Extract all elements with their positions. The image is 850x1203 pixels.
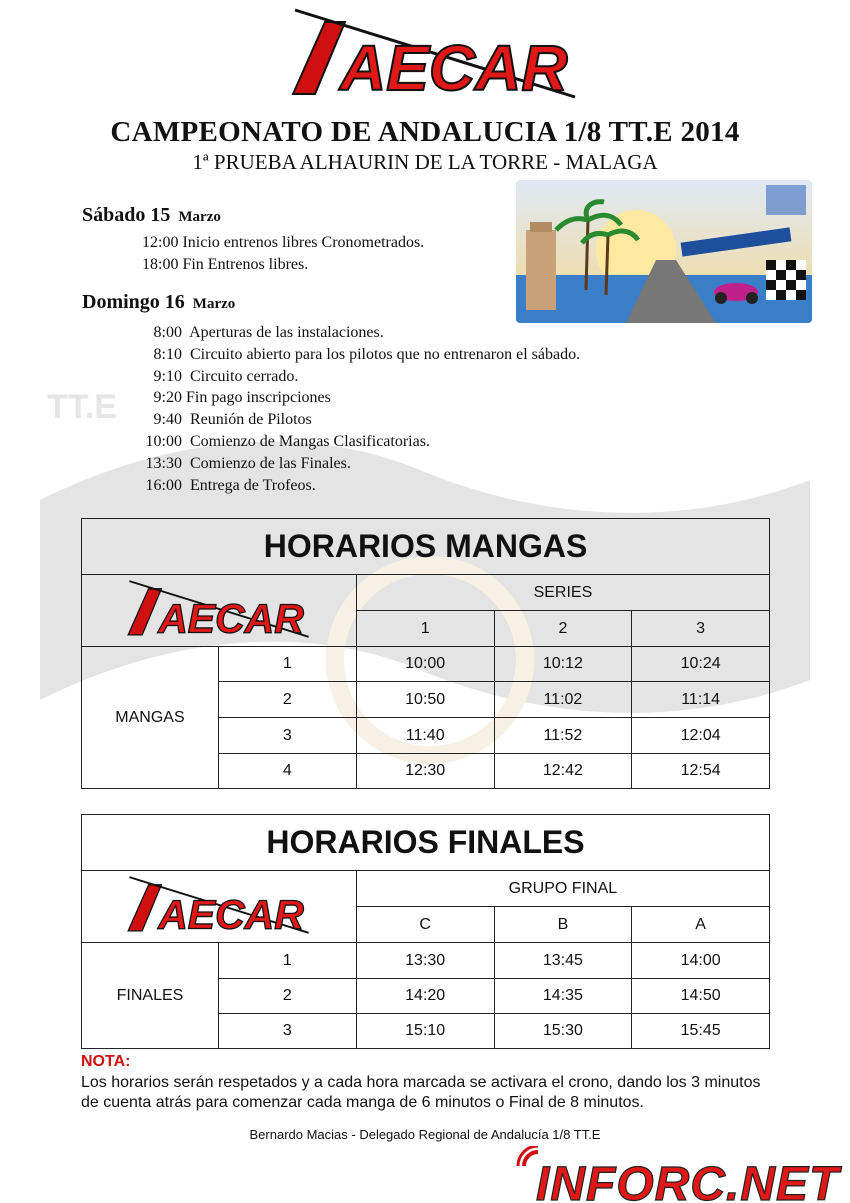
aecar-logo-text: AECAR: [340, 32, 568, 102]
time-cell: 12:54: [632, 754, 770, 789]
saturday-schedule: [142, 232, 424, 276]
row-group-label: MANGAS: [82, 647, 219, 789]
sunday-day: Domingo 16: [82, 291, 185, 313]
grupo-final-header: GRUPO FINAL: [356, 871, 769, 907]
row-number: 2: [218, 682, 356, 718]
nota-text: Los horarios serán respetados y a cada hora marcada se activara el crono, dando los 3 minutos de cuenta atrás para comenzar cada manga de 6 minutos o Final de 8 minutos.: [81, 1074, 761, 1111]
series-header: SERIES: [356, 575, 769, 611]
time-cell: 11:52: [494, 718, 632, 754]
saturday-heading: [82, 204, 221, 227]
time-cell: 14:35: [494, 979, 632, 1014]
row-number: 3: [218, 718, 356, 754]
time-cell: 10:00: [356, 647, 494, 682]
aecar-logo-text: AECAR: [158, 891, 304, 936]
inforc-logo: [516, 1146, 850, 1203]
schedule-item: 18:00 Fin Entrenos libres.: [142, 255, 309, 273]
finales-logo-cell: [82, 871, 357, 943]
row-group-label: FINALES: [82, 943, 219, 1049]
schedule-item: 12:00 Inicio entrenos libres Cronometrados.: [142, 234, 425, 251]
time-cell: 12:42: [494, 754, 632, 789]
aecar-logo-text: AECAR: [158, 595, 304, 640]
time-cell: 15:45: [632, 1014, 770, 1049]
schedule-item: 9:10 Circuito cerrado.: [153, 367, 299, 385]
finales-table: [81, 814, 770, 1049]
column-header: 2: [494, 611, 632, 647]
page-title: CAMPEONATO DE ANDALUCIA 1/8 TT.E 2014: [110, 116, 740, 148]
saturday-day: Sábado 15: [82, 204, 171, 226]
time-cell: 14:20: [356, 979, 494, 1014]
column-header: C: [356, 907, 494, 943]
footer-credit: Bernardo Macias - Delegado Regional de Andalucía 1/8 TT.E: [249, 1127, 601, 1142]
time-cell: 10:24: [632, 647, 770, 682]
sunday-schedule: [142, 322, 580, 496]
finales-table-title: HORARIOS FINALES: [82, 815, 770, 871]
saturday-month: Marzo: [178, 209, 221, 225]
schedule-item: 9:40 Reunión de Pilotos: [153, 411, 312, 429]
time-cell: 11:14: [632, 682, 770, 718]
time-cell: 11:40: [356, 718, 494, 754]
schedule-item: 10:00 Comienzo de Mangas Clasificatorias.: [145, 432, 430, 450]
event-poster-image: [516, 180, 812, 323]
page-subtitle: 1ª PRUEBA ALHAURIN DE LA TORRE - MALAGA: [192, 150, 658, 174]
column-header: B: [494, 907, 632, 943]
column-header: 1: [356, 611, 494, 647]
time-cell: 12:30: [356, 754, 494, 789]
schedule-item: 8:10 Circuito abierto para los pilotos que no entrenaron el sábado.: [153, 345, 581, 363]
table-row: [82, 943, 770, 979]
row-number: 4: [218, 754, 356, 789]
mangas-logo-cell: [82, 575, 357, 647]
time-cell: 10:50: [356, 682, 494, 718]
column-header: A: [632, 907, 770, 943]
mangas-table-title: HORARIOS MANGAS: [82, 519, 770, 575]
sunday-month: Marzo: [192, 296, 236, 312]
table-row: [82, 647, 770, 682]
time-cell: 15:10: [356, 1014, 494, 1049]
row-number: 1: [218, 647, 356, 682]
schedule-item: 8:00 Aperturas de las instalaciones.: [153, 324, 384, 341]
tte-watermark: TT.E: [47, 388, 117, 426]
time-cell: 13:45: [494, 943, 632, 979]
schedule-item: 16:00 Entrega de Trofeos.: [145, 476, 316, 494]
row-number: 3: [218, 1014, 356, 1049]
time-cell: 10:12: [494, 647, 632, 682]
row-number: 1: [218, 943, 356, 979]
row-number: 2: [218, 979, 356, 1014]
aecar-logo: [285, 2, 585, 102]
schedule-item: 9:20 Fin pago inscripciones: [153, 389, 331, 407]
nota-label: NOTA:: [81, 1053, 131, 1070]
column-header: 3: [632, 611, 770, 647]
mangas-table: [81, 518, 770, 789]
sunday-heading: [82, 291, 235, 314]
time-cell: 12:04: [632, 718, 770, 754]
time-cell: 14:00: [632, 943, 770, 979]
inforc-logo-text: INFORC.NET: [536, 1158, 840, 1203]
time-cell: 11:02: [494, 682, 632, 718]
time-cell: 14:50: [632, 979, 770, 1014]
time-cell: 13:30: [356, 943, 494, 979]
time-cell: 15:30: [494, 1014, 632, 1049]
aecar-logo: [109, 576, 329, 640]
schedule-item: 13:30 Comienzo de las Finales.: [145, 454, 351, 472]
aecar-logo: [109, 872, 329, 936]
